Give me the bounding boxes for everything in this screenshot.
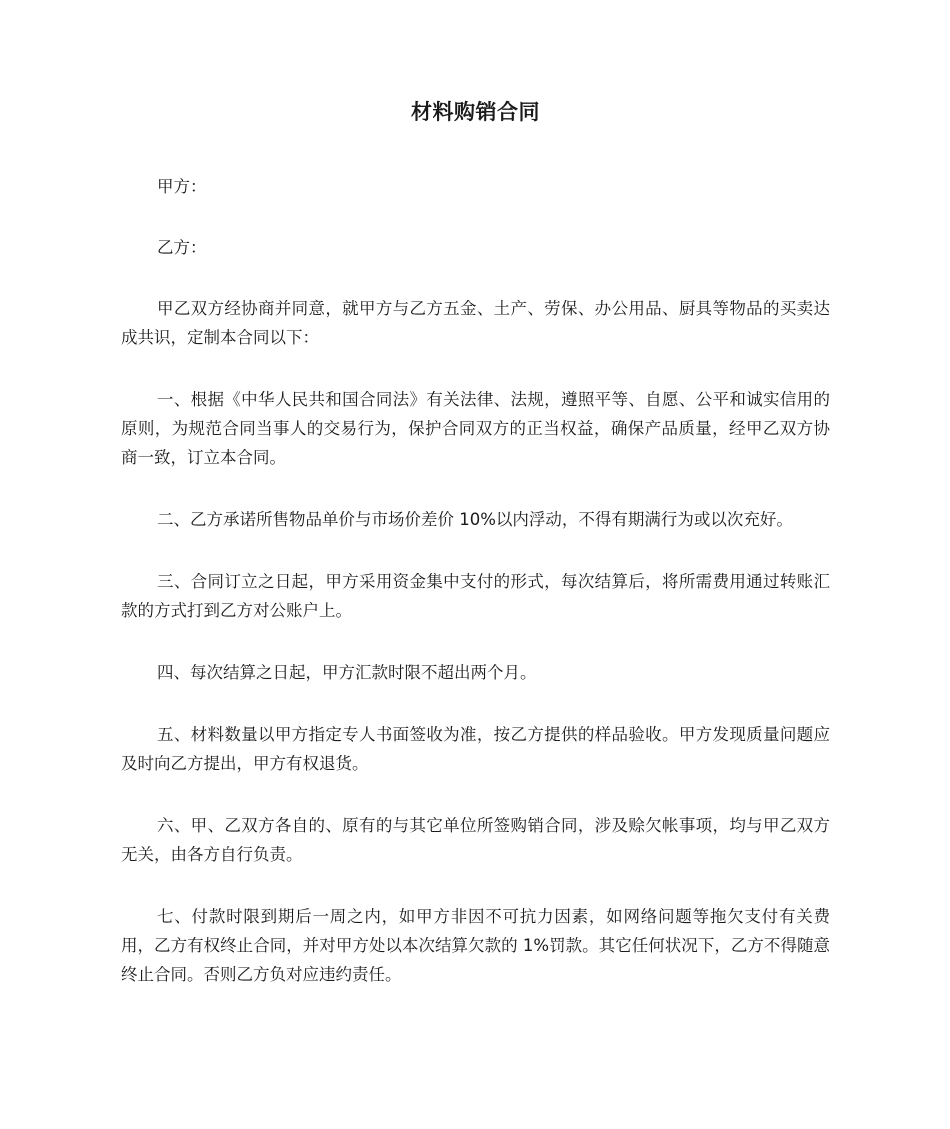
clause-3: 三、合同订立之日起，甲方采用资金集中支付的形式，每次结算后，将所需费用通过转账汇款的方式打到乙方对公账户上。: [121, 572, 830, 620]
clause-6: 六、甲、乙双方各自的、原有的与其它单位所签购销合同，涉及赊欠帐事项，均与甲乙双方无关，由各方自行负责。: [121, 816, 830, 864]
party-a-field: 甲方：: [157, 177, 207, 196]
clause-5: 五、材料数量以甲方指定专人书面签收为准，按乙方提供的样品验收。甲方发现质量问题应及时向乙方提出，甲方有权退货。: [121, 725, 830, 773]
clause-7: 七、付款时限到期后一周之内，如甲方非因不可抗力因素，如网络问题等拖欠支付有关费用，乙方有权终止合同，并对甲方处以本次结算欠款的 1%罚款。其它任何状况下，乙方不得随意终止合同。否则乙方负对应违约责任。: [121, 907, 830, 984]
clause-1: 一、根据《中华人民共和国合同法》有关法律、法规，遵照平等、自愿、公平和诚实信用的原则，为规范合同当事人的交易行为，保护合同双方的正当权益，确保产品质量，经甲乙双方协商一致，订立本合同。: [121, 390, 830, 467]
clause-4: 四、每次结算之日起，甲方汇款时限不超出两个月。: [157, 663, 537, 682]
clause-2: 二、乙方承诺所售物品单价与市场价差价 10%以内浮动，不得有期满行为或以次充好。: [157, 510, 793, 529]
intro-paragraph: 甲乙双方经协商并同意，就甲方与乙方五金、土产、劳保、办公用品、厨具等物品的买卖达成共识，定制本合同以下：: [121, 299, 830, 347]
party-b-field: 乙方：: [157, 238, 207, 257]
document-title: 材料购销合同: [411, 100, 540, 124]
